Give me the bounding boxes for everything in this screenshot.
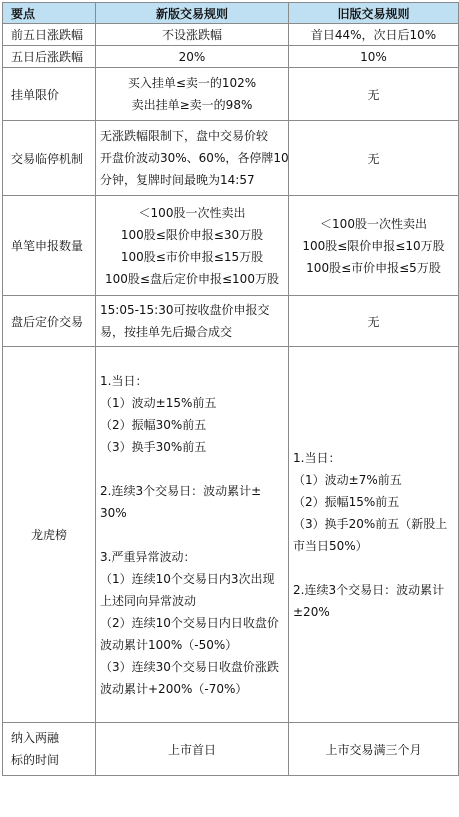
cell-line: 100股≤市价申报≤5万股: [306, 260, 441, 275]
cell-line: 易，按挂单先后撮合成交: [100, 325, 233, 339]
cell-line: （2）振幅15%前五: [293, 494, 400, 509]
cell-line: 分钟，复牌时间最晚为14:57: [100, 173, 255, 187]
cell-line: 3.严重异常波动：: [100, 549, 196, 564]
cell-spacer: [100, 458, 284, 480]
table-row: [3, 723, 459, 776]
cell-line: 100股≤限价申报≤30万股: [120, 227, 264, 242]
old-rule-cell: 首日44%，次日后10%: [289, 24, 459, 46]
header-new-rules: 新版交易规则: [96, 3, 289, 24]
cell-line: 100股≤盘后定价申报≤100万股: [105, 271, 279, 286]
table-row: [3, 24, 459, 46]
cell-line: （3）连续30个交易日收盘价涨跌: [100, 659, 279, 674]
cell-line: 纳入两融: [11, 731, 60, 745]
table-row: [3, 68, 459, 121]
cell-line: 2.连续3个交易日：波动累计±: [100, 483, 262, 498]
table-row: [3, 347, 459, 723]
cell-line: ＜100股一次性卖出: [138, 205, 246, 220]
new-rule-cell: [96, 296, 289, 347]
cell-line: 开盘价波动30%、60%，各停牌10: [100, 151, 289, 165]
row-label: 盘后定价交易: [3, 296, 96, 347]
rules-comparison-table: [2, 2, 459, 776]
header-row: [3, 3, 459, 24]
old-rule-cell: 无: [289, 296, 459, 347]
old-rule-cell: 上市交易满三个月: [289, 723, 459, 776]
cell-line: 无涨跌幅限制下，盘中交易价较: [100, 129, 269, 143]
cell-line: ±20%: [293, 604, 330, 619]
table-row: [3, 121, 459, 196]
cell-line: ＜100股一次性卖出: [320, 216, 427, 231]
new-rule-cell: [96, 196, 289, 296]
cell-line: （2）振幅30%前五: [100, 417, 207, 432]
cell-line: 1.当日：: [293, 450, 341, 465]
cell-line: 100股≤限价申报≤10万股: [302, 238, 445, 253]
header-old-rules: 旧版交易规则: [289, 3, 459, 24]
cell-line: （3）换手30%前五: [100, 439, 207, 454]
cell-line: （2）连续10个交易日内日收盘价: [100, 615, 279, 630]
new-rule-cell: 不设涨跌幅: [96, 24, 289, 46]
table-row: [3, 46, 459, 68]
cell-line: 波动累计100%（-50%）: [100, 637, 238, 652]
cell-line: （3）换手20%前五（新股上: [293, 516, 448, 531]
row-label: [3, 723, 96, 776]
row-label: 单笔申报数量: [3, 196, 96, 296]
cell-line: 1.当日：: [100, 373, 148, 388]
new-rule-cell: [96, 68, 289, 121]
cell-line: 2.连续3个交易日：波动累计: [293, 582, 445, 597]
new-rule-cell: 上市首日: [96, 723, 289, 776]
new-rule-cell: 20%: [96, 46, 289, 68]
old-rule-cell: 无: [289, 68, 459, 121]
row-label: 龙虎榜: [3, 347, 96, 723]
cell-line: 30%: [100, 505, 127, 520]
table-row: [3, 296, 459, 347]
cell-line: 市当日50%）: [293, 538, 368, 553]
cell-line: （1）波动±7%前五: [293, 472, 402, 487]
row-label: 五日后涨跌幅: [3, 46, 96, 68]
row-label: 前五日涨跌幅: [3, 24, 96, 46]
cell-line: （1）连续10个交易日内3次出现: [100, 571, 275, 586]
old-rule-cell: [289, 196, 459, 296]
old-rule-cell: [289, 347, 459, 723]
cell-spacer: [293, 557, 454, 579]
cell-line: 波动累计+200%（-70%）: [100, 681, 248, 696]
old-rule-cell: 无: [289, 121, 459, 196]
row-label: 挂单限价: [3, 68, 96, 121]
cell-line: 100股≤市价申报≤15万股: [120, 249, 264, 264]
old-rule-cell: 10%: [289, 46, 459, 68]
cell-spacer: [100, 524, 284, 546]
cell-line: 15:05-15:30可按收盘价申报交: [100, 303, 270, 317]
row-label: 交易临停机制: [3, 121, 96, 196]
cell-line: 标的时间: [11, 753, 60, 767]
new-rule-cell: [96, 347, 289, 723]
table-row: [3, 196, 459, 296]
cell-line: （1）波动±15%前五: [100, 395, 217, 410]
cell-line: 上述同向异常波动: [100, 593, 197, 608]
new-rule-cell: [96, 121, 289, 196]
cell-line: 卖出挂单≥卖一的98%: [131, 98, 253, 112]
header-key-point: 要点: [3, 3, 96, 24]
cell-line: 买入挂单≤卖一的102%: [127, 76, 257, 90]
